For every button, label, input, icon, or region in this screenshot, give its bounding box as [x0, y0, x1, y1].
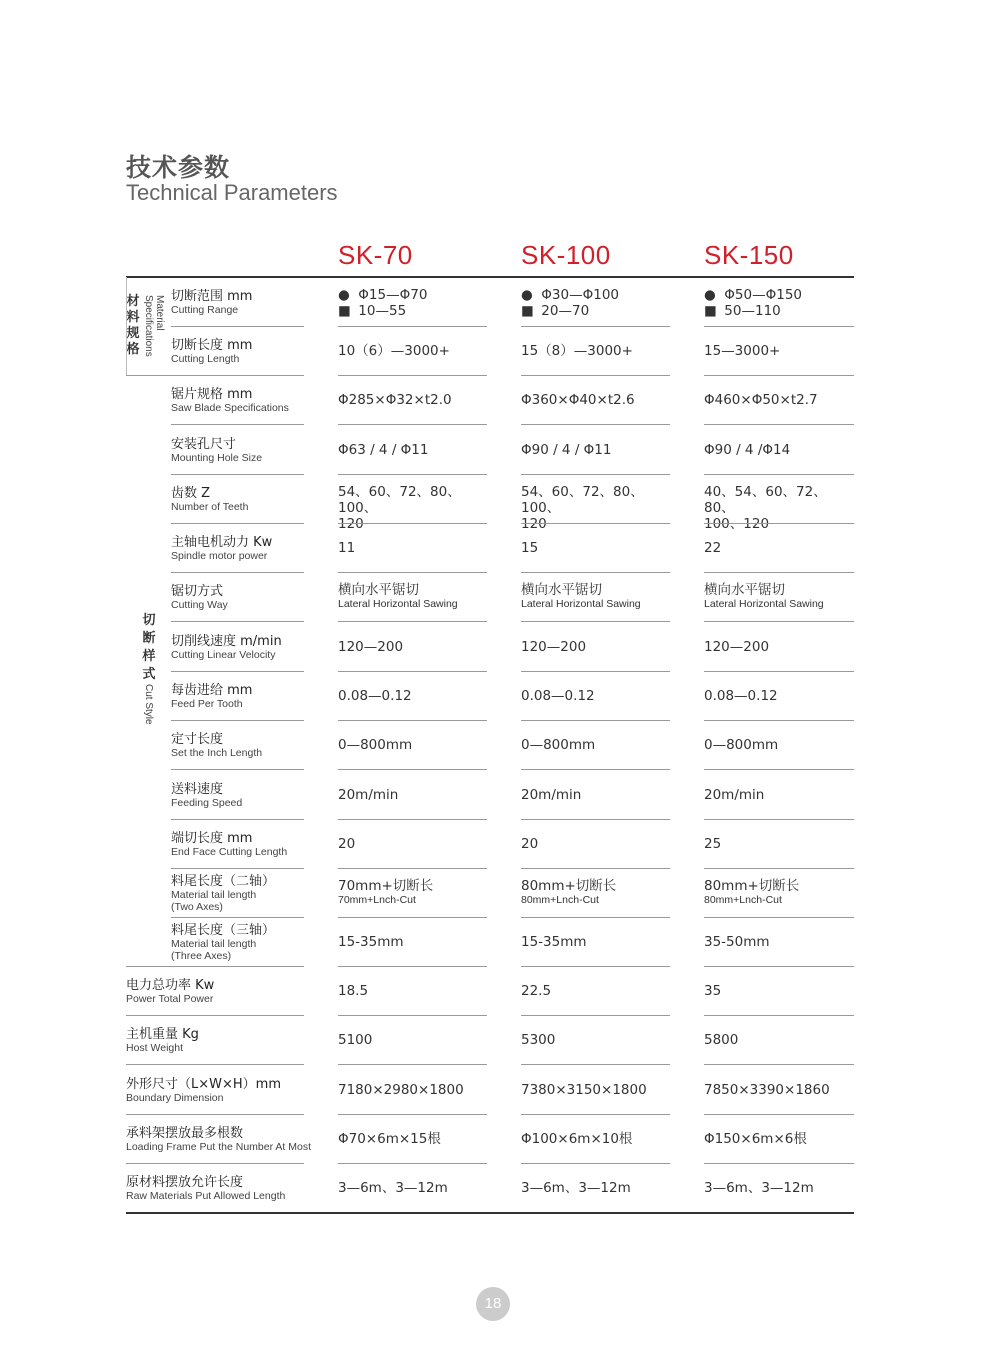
table-cell: 20m/min [338, 787, 399, 803]
row-divider [338, 769, 487, 770]
row-label-cn: 承料架摆放最多根数 [126, 1126, 244, 1141]
row-divider [704, 819, 854, 820]
row-label-cn: 切断长度 mm [171, 338, 253, 353]
row-label [171, 289, 252, 316]
row-label [171, 486, 248, 513]
group-material-cn [126, 294, 140, 358]
table-cell: 7850×3390×1860 [704, 1082, 830, 1098]
row-label-cn: 电力总功率 Kw [126, 978, 215, 993]
row-divider [521, 966, 670, 967]
cell-line-2: Lateral Horizontal Sawing [704, 598, 824, 610]
row-divider [171, 474, 304, 475]
table-cell: Φ285×Φ32×t2.0 [338, 392, 452, 408]
row-divider [338, 917, 487, 918]
row-label-en: Number of Teeth [171, 501, 249, 513]
cell-line-1 [338, 287, 488, 303]
row-label-en: Raw Materials Put Allowed Length [126, 1190, 286, 1202]
row-divider [126, 1114, 304, 1115]
row-divider [521, 1015, 670, 1016]
row-divider [338, 868, 487, 869]
group-cutstyle-cn [142, 612, 156, 684]
row-divider [521, 474, 670, 475]
table-cell: 120—200 [338, 639, 404, 655]
table-cell [521, 287, 671, 319]
row-divider [704, 572, 854, 573]
row-label-en: Power Total Power [126, 993, 214, 1005]
table-cell: 22.5 [521, 983, 552, 999]
row-divider [521, 671, 670, 672]
row-divider [704, 1114, 854, 1115]
row-divider [126, 966, 304, 967]
row-divider [171, 621, 304, 622]
row-label [171, 387, 289, 414]
row-divider [338, 1163, 487, 1164]
row-divider [338, 819, 487, 820]
table-cell [338, 484, 488, 532]
row-label [171, 634, 282, 661]
cell-line-1: 54、60、72、80、100、 [521, 484, 644, 516]
row-label-en-2: (Three Axes) [171, 950, 232, 962]
table-cell: 18.5 [338, 983, 369, 999]
cell-line-1: 80mm+切断长 [704, 878, 800, 894]
table-cell: Φ70×6m×15根 [338, 1131, 441, 1147]
row-label-en: Boundary Dimension [126, 1092, 224, 1104]
cell-text: Φ15—Φ70 [358, 287, 428, 303]
row-divider [171, 523, 304, 524]
cell-line-1: 横向水平锯切 [521, 582, 602, 598]
cell-line-2 [338, 303, 488, 319]
cell-line-2: Lateral Horizontal Sawing [338, 598, 458, 610]
table-cell: Φ150×6m×6根 [704, 1131, 807, 1147]
row-divider [338, 621, 487, 622]
table-cell [338, 582, 488, 610]
row-label [171, 782, 242, 809]
cell-line-2: 70mm+Lnch-Cut [338, 894, 416, 906]
row-divider [338, 424, 487, 425]
table-cell [521, 878, 671, 906]
table-cell: Φ63 / 4 / Φ11 [338, 442, 429, 458]
table-cell: 3—6m、3—12m [521, 1180, 631, 1196]
row-label [171, 535, 272, 562]
table-cell: 7180×2980×1800 [338, 1082, 464, 1098]
model-header-sk100: SK-100 [521, 240, 611, 270]
row-label-cn: 切断范围 mm [171, 289, 253, 304]
row-divider [171, 917, 304, 918]
row-label [171, 437, 262, 464]
row-divider [521, 523, 670, 524]
row-label [171, 874, 275, 913]
row-divider [521, 1163, 670, 1164]
table-cell: 0.08—0.12 [704, 688, 778, 704]
row-divider [521, 769, 670, 770]
row-label-cn: 原材料摆放允许长度 [126, 1175, 244, 1190]
table-cell [704, 287, 854, 319]
row-divider [338, 1064, 487, 1065]
row-label-cn: 外形尺寸（L×W×H）mm [126, 1077, 281, 1092]
row-label-en: Saw Blade Specifications [171, 402, 289, 414]
row-label-cn: 齿数 Z [171, 486, 211, 501]
cell-line-2: 120 [521, 516, 547, 532]
row-divider [704, 1015, 854, 1016]
table-cell [521, 582, 671, 610]
row-label [171, 338, 252, 365]
row-label [171, 584, 228, 611]
cell-line-2 [704, 303, 854, 319]
row-label-en: Feeding Speed [171, 797, 243, 809]
table-cell: 0—800mm [704, 737, 779, 753]
table-cell: 22 [704, 540, 722, 556]
square-marker-icon: ■ [704, 303, 717, 319]
group-char: 样 [142, 649, 156, 664]
cell-line-2: Lateral Horizontal Sawing [521, 598, 641, 610]
table-cell: 35-50mm [704, 934, 770, 950]
row-label-cn: 锯切方式 [171, 584, 224, 599]
table-bottom-rule [126, 1212, 854, 1214]
row-divider [338, 966, 487, 967]
row-label-en: Host Weight [126, 1042, 183, 1054]
cell-line-2: 80mm+Lnch-Cut [521, 894, 599, 906]
cell-text: Φ50—Φ150 [724, 287, 802, 303]
table-cell: Φ100×6m×10根 [521, 1131, 633, 1147]
row-divider [704, 1064, 854, 1065]
group-cutstyle-en: Cut Style [143, 684, 154, 725]
cell-line-1: 80mm+切断长 [521, 878, 617, 894]
table-cell: 20m/min [521, 787, 582, 803]
row-divider [521, 868, 670, 869]
row-divider [171, 819, 304, 820]
row-divider [338, 523, 487, 524]
row-label [171, 831, 287, 858]
table-cell: 15-35mm [521, 934, 587, 950]
cell-text: Φ30—Φ100 [541, 287, 619, 303]
table-cell: 3—6m、3—12m [338, 1180, 448, 1196]
row-label-en: Material tail length [171, 938, 257, 950]
row-divider [521, 572, 670, 573]
table-cell [704, 582, 854, 610]
row-label-cn: 料尾长度（二轴） [171, 874, 276, 889]
row-divider [704, 868, 854, 869]
cell-line-1: 横向水平锯切 [338, 582, 419, 598]
row-divider [704, 769, 854, 770]
circle-marker-icon: ● [704, 287, 716, 303]
cell-line-1 [704, 287, 854, 303]
row-label-en: Cutting Way [171, 599, 228, 611]
page-title-cn: 技术参数 [126, 153, 231, 182]
page-title-en: Technical Parameters [126, 180, 338, 205]
row-label-en: Loading Frame Put the Number At Most [126, 1141, 312, 1153]
table-cell: 10（6）—3000+ [338, 343, 450, 359]
row-divider [171, 720, 304, 721]
table-cell: 15（8）—3000+ [521, 343, 633, 359]
row-label-en: End Face Cutting Length [171, 846, 288, 858]
table-cell: 20 [521, 836, 539, 852]
row-divider [704, 917, 854, 918]
row-divider [704, 326, 854, 327]
row-divider [521, 1064, 670, 1065]
row-divider [704, 1163, 854, 1164]
row-divider [704, 621, 854, 622]
row-divider [338, 474, 487, 475]
table-cell: 25 [704, 836, 722, 852]
row-divider [171, 424, 304, 425]
row-divider [338, 326, 487, 327]
table-cell: 20m/min [704, 787, 765, 803]
row-label-en: Set the Inch Length [171, 747, 263, 759]
table-cell: 120—200 [521, 639, 587, 655]
cell-line-1 [521, 287, 671, 303]
table-cell: 0—800mm [338, 737, 413, 753]
table-cell [704, 484, 854, 532]
group-char: 切 [142, 613, 156, 628]
row-divider [521, 424, 670, 425]
circle-marker-icon: ● [338, 287, 350, 303]
row-divider [521, 917, 670, 918]
row-divider [704, 720, 854, 721]
row-label [171, 923, 275, 962]
row-divider [126, 375, 304, 376]
table-cell: 5100 [338, 1032, 373, 1048]
row-divider [521, 1114, 670, 1115]
row-divider [704, 474, 854, 475]
row-divider [704, 375, 854, 376]
cell-line-1: 横向水平锯切 [704, 582, 785, 598]
row-divider [338, 671, 487, 672]
row-divider [521, 621, 670, 622]
table-cell: 5800 [704, 1032, 739, 1048]
row-label [126, 1126, 311, 1153]
row-label-cn: 安装孔尺寸 [171, 437, 237, 452]
row-label-cn: 定寸长度 [171, 732, 224, 747]
group-char: 断 [142, 631, 156, 646]
row-divider [126, 1064, 304, 1065]
row-divider [126, 1163, 304, 1164]
row-divider [171, 572, 304, 573]
table-cell: 11 [338, 540, 356, 556]
row-label-cn: 锯片规格 mm [171, 387, 253, 402]
row-label-cn: 料尾长度（三轴） [171, 923, 276, 938]
cell-text: 10—55 [358, 303, 407, 319]
row-label-cn: 送料速度 [171, 782, 224, 797]
group-material-en-1: Material [154, 295, 165, 331]
group-char: 材 [126, 294, 140, 309]
row-divider [521, 375, 670, 376]
table-cell: 0.08—0.12 [338, 688, 412, 704]
row-label [126, 1175, 285, 1202]
row-divider [338, 375, 487, 376]
row-divider [171, 769, 304, 770]
row-divider [704, 966, 854, 967]
model-header-sk70: SK-70 [338, 240, 413, 270]
table-cell: Φ360×Φ40×t2.6 [521, 392, 635, 408]
row-label-en: Spindle motor power [171, 550, 268, 562]
row-label-en: Cutting Range [171, 304, 239, 316]
row-divider [171, 868, 304, 869]
row-label-en-2: (Two Axes) [171, 901, 223, 913]
cell-line-1: 54、60、72、80、100、 [338, 484, 461, 516]
row-divider [338, 720, 487, 721]
row-label [126, 978, 214, 1005]
table-cell [704, 878, 854, 906]
group-divider [126, 277, 127, 375]
cell-text: 50—110 [724, 303, 781, 319]
table-cell: Φ90 / 4 /Φ14 [704, 442, 791, 458]
row-label [171, 732, 262, 759]
square-marker-icon: ■ [521, 303, 534, 319]
row-divider [338, 572, 487, 573]
table-cell [338, 287, 488, 319]
table-cell: 35 [704, 983, 722, 999]
table-cell: 20 [338, 836, 356, 852]
row-label-cn: 端切长度 mm [171, 831, 253, 846]
table-cell [521, 484, 671, 532]
cell-line-2: 80mm+Lnch-Cut [704, 894, 782, 906]
table-cell: 0—800mm [521, 737, 596, 753]
row-divider [126, 1015, 304, 1016]
table-cell: 7380×3150×1800 [521, 1082, 647, 1098]
row-divider [521, 819, 670, 820]
row-divider [171, 671, 304, 672]
group-char: 格 [126, 342, 140, 357]
group-char: 料 [126, 310, 140, 325]
row-label-en: Material tail length [171, 889, 257, 901]
table-cell: 5300 [521, 1032, 556, 1048]
table-cell [338, 878, 488, 906]
page-number: 18 [476, 1287, 510, 1321]
table-top-rule [126, 276, 854, 278]
row-divider [704, 671, 854, 672]
table-cell: 15-35mm [338, 934, 404, 950]
row-label-cn: 切削线速度 m/min [171, 634, 282, 649]
cell-line-2: 120 [338, 516, 364, 532]
row-label [126, 1027, 199, 1054]
table-cell: Φ460×Φ50×t2.7 [704, 392, 818, 408]
row-label-en: Cutting Length [171, 353, 240, 365]
row-divider [338, 1015, 487, 1016]
row-divider [338, 1114, 487, 1115]
table-cell: 15—3000+ [704, 343, 781, 359]
group-char: 规 [126, 326, 140, 341]
group-char: 式 [142, 667, 156, 682]
row-label [171, 683, 252, 710]
row-label-cn: 主机重量 Kg [126, 1027, 199, 1042]
row-divider [521, 326, 670, 327]
table-cell: 3—6m、3—12m [704, 1180, 814, 1196]
table-cell: 120—200 [704, 639, 770, 655]
row-label [126, 1077, 281, 1104]
row-label-en: Feed Per Tooth [171, 698, 243, 710]
group-material-en-2: Specifications [143, 295, 154, 357]
square-marker-icon: ■ [338, 303, 351, 319]
cell-line-2: 100、120 [704, 516, 770, 532]
cell-line-1: 70mm+切断长 [338, 878, 434, 894]
row-label-en: Cutting Linear Velocity [171, 649, 276, 661]
row-divider [704, 523, 854, 524]
table-cell: Φ90 / 4 / Φ11 [521, 442, 612, 458]
row-label-en: Mounting Hole Size [171, 452, 263, 464]
row-divider [521, 720, 670, 721]
cell-text: 20—70 [541, 303, 590, 319]
circle-marker-icon: ● [521, 287, 533, 303]
table-cell: 15 [521, 540, 539, 556]
cell-line-2 [521, 303, 671, 319]
row-divider [704, 424, 854, 425]
table-cell: 0.08—0.12 [521, 688, 595, 704]
row-divider [171, 326, 304, 327]
cell-line-1: 40、54、60、72、80、 [704, 484, 827, 516]
row-label-cn: 主轴电机动力 Kw [171, 535, 273, 550]
model-header-sk150: SK-150 [704, 240, 794, 270]
row-label-cn: 每齿进给 mm [171, 683, 253, 698]
